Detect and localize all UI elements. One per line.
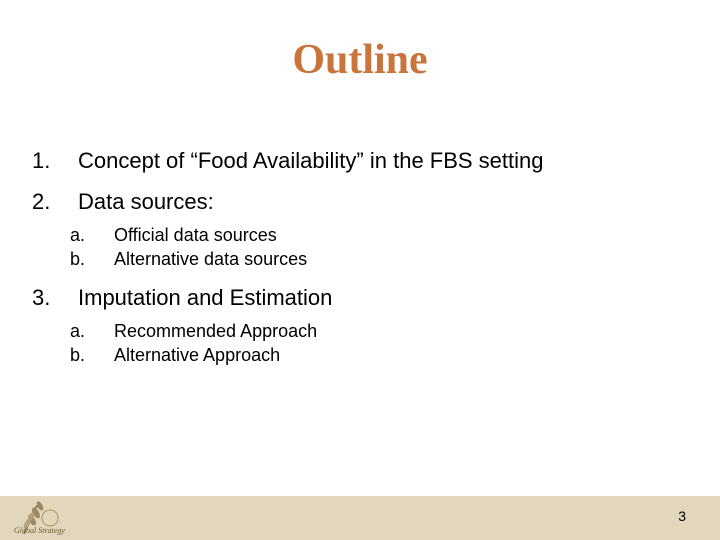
item-text: Data sources: (78, 189, 214, 214)
subitem-text: Alternative data sources (114, 249, 308, 269)
outline-list (32, 146, 692, 367)
subitem-text: Official data sources (114, 225, 277, 245)
item-number: 2. (32, 189, 51, 214)
slide-title: Outline (292, 37, 428, 83)
outline-subitem-2a (32, 223, 692, 247)
outline-subitem-2b (32, 247, 692, 271)
outline-subitem-3a (32, 319, 692, 343)
footer-band (0, 496, 720, 540)
outline-item-2 (32, 187, 692, 217)
item-text: Imputation and Estimation (78, 285, 333, 310)
subitem-letter: a. (70, 321, 86, 341)
subitem-text: Recommended Approach (114, 321, 318, 341)
item-number: 1. (32, 148, 51, 173)
page-number: 3 (678, 508, 686, 524)
item-number: 3. (32, 285, 51, 310)
subitem-letter: a. (70, 225, 86, 245)
item-text: Concept of “Food Availability” in the FBS setting (78, 148, 544, 173)
subitem-text: Alternative Approach (114, 345, 281, 365)
logo-text: Global Strategy (14, 526, 65, 535)
subitem-letter: b. (70, 345, 86, 365)
outline-subitem-3b (32, 343, 692, 367)
outline-item-1 (32, 146, 692, 176)
outline-item-3 (32, 283, 692, 313)
subitem-letter: b. (70, 249, 86, 269)
